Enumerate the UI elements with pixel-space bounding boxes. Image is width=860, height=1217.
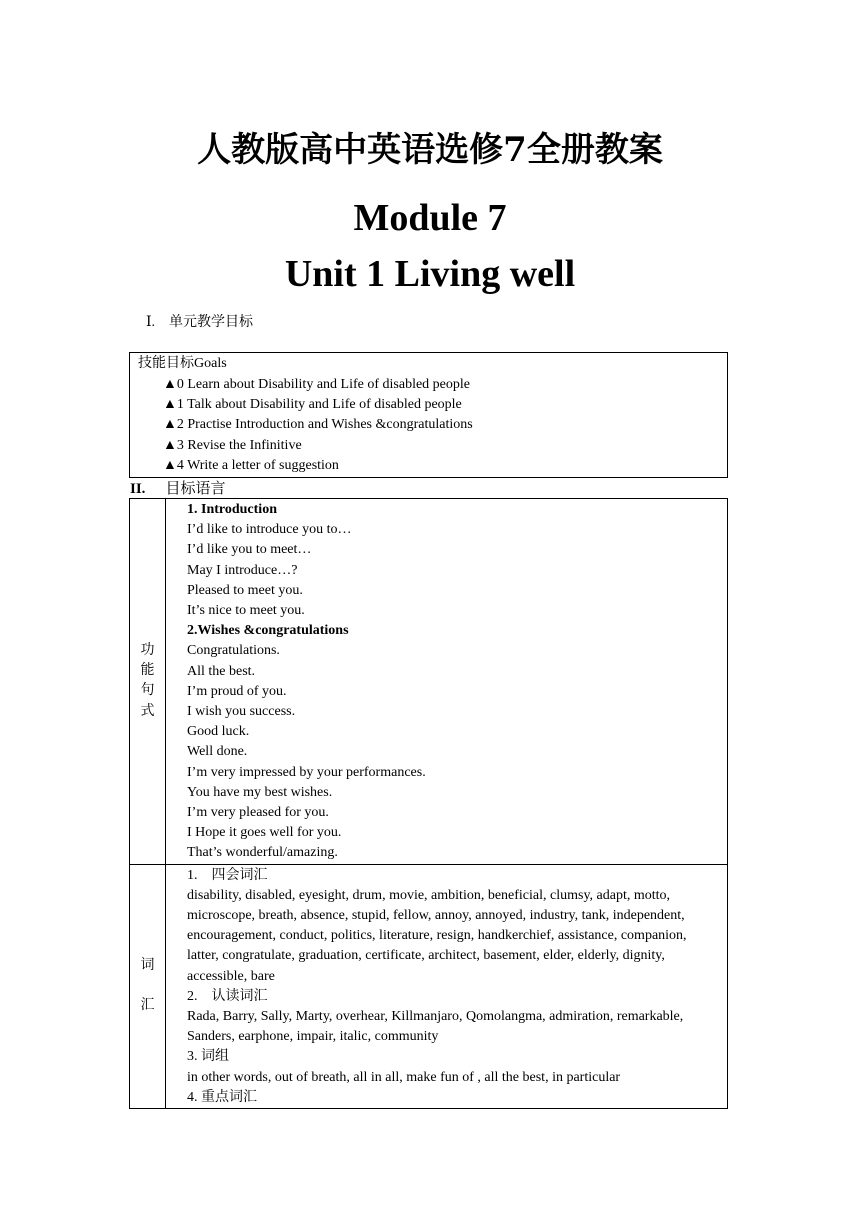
phrase-line: You have my best wishes. <box>187 784 333 800</box>
section-2-heading <box>130 479 225 499</box>
functions-content <box>166 499 728 865</box>
side-char: 词 <box>140 958 155 974</box>
section-1-number: Ⅰ. <box>146 315 156 330</box>
phrase-line: I’d like to introduce you to… <box>187 522 352 538</box>
vocabulary-content <box>166 864 728 1108</box>
goals-heading: 技能目标Goals <box>138 356 227 371</box>
document-title: 人教版高中英语选修7全册教案 <box>197 130 663 170</box>
phrase-line: All the best. <box>187 663 256 679</box>
phrase-line: Congratulations. <box>187 643 280 659</box>
section-1-heading <box>146 313 253 333</box>
goal-item: ▲4 Write a letter of suggestion <box>163 457 339 473</box>
side-char: 汇 <box>140 998 155 1014</box>
goal-item: ▲2 Practise Introduction and Wishes &congratulations <box>163 417 473 433</box>
phrase-line: It’s nice to meet you. <box>187 603 305 619</box>
phrase-line: I’m very pleased for you. <box>187 805 329 821</box>
phrase-line: I’d like you to meet… <box>187 542 312 558</box>
vocabulary-side-label <box>130 864 166 1108</box>
vocab-words-2: Rada, Barry, Sally, Marty, overhear, Killmanjaro, Qomolangma, admiration, remarkable, Sanders, earphone, impair, italic, community <box>187 1009 684 1045</box>
vocabulary-row <box>130 864 728 1108</box>
unit-title: Unit 1 Living well <box>284 253 576 295</box>
target-language-table <box>129 498 728 1109</box>
side-char: 句 <box>140 683 155 699</box>
phrase-line: I’m very impressed by your performances. <box>187 764 426 780</box>
vocab-words-1: disability, disabled, eyesight, drum, movie, ambition, beneficial, clumsy, adapt, motto, microscope, breath, absence, stupid, fellow, annoy, annoyed, industry, tank, independent, encouragement, conduct, politics, literature, resign, handkerchief, assistance, companion, latter, congratulate, graduation, certificate, architect, basement, elder, elderly, dignity, accessible, bare <box>187 887 687 984</box>
section-2-label: 目标语言 <box>165 481 226 497</box>
vocab-words-3: in other words, out of breath, all in all, make fun of , all the best, in particular <box>187 1069 621 1085</box>
phrase-line: I’m proud of you. <box>187 683 287 699</box>
side-char: 式 <box>140 703 155 719</box>
functions-row <box>130 499 728 865</box>
goal-item: ▲0 Learn about Disability and Life of disabled people <box>163 377 470 392</box>
goals-box <box>129 352 728 478</box>
vocab-heading-3: 3. 词组 <box>187 1049 229 1065</box>
phrase-line: That’s wonderful/amazing. <box>187 845 338 861</box>
phrase-line: Pleased to meet you. <box>187 582 303 598</box>
goals-list <box>163 375 473 476</box>
phrase-line: I wish you success. <box>187 704 296 720</box>
vocab-heading-4: 4. 重点词汇 <box>187 1089 257 1105</box>
goal-item: ▲3 Revise the Infinitive <box>163 437 302 453</box>
phrase-line: Well done. <box>187 744 248 760</box>
wishes-heading: 2.Wishes &congratulations <box>187 623 349 639</box>
vocab-heading-1: 1. 四会词汇 <box>187 867 268 883</box>
goal-item: ▲1 Talk about Disability and Life of disabled people <box>163 397 462 413</box>
module-title: Module 7 <box>353 197 507 239</box>
introduction-heading: 1. Introduction <box>187 502 277 517</box>
section-2-number: II. <box>130 481 146 497</box>
side-char: 能 <box>140 663 155 679</box>
vocab-heading-2: 2. 认读词汇 <box>187 988 268 1004</box>
phrase-line: Good luck. <box>187 724 250 740</box>
side-char: 功 <box>140 642 155 658</box>
phrase-line: May I introduce…? <box>187 562 298 578</box>
section-1-label: 单元教学目标 <box>169 315 254 330</box>
phrase-line: I Hope it goes well for you. <box>187 825 342 841</box>
functions-side-label <box>130 499 166 865</box>
